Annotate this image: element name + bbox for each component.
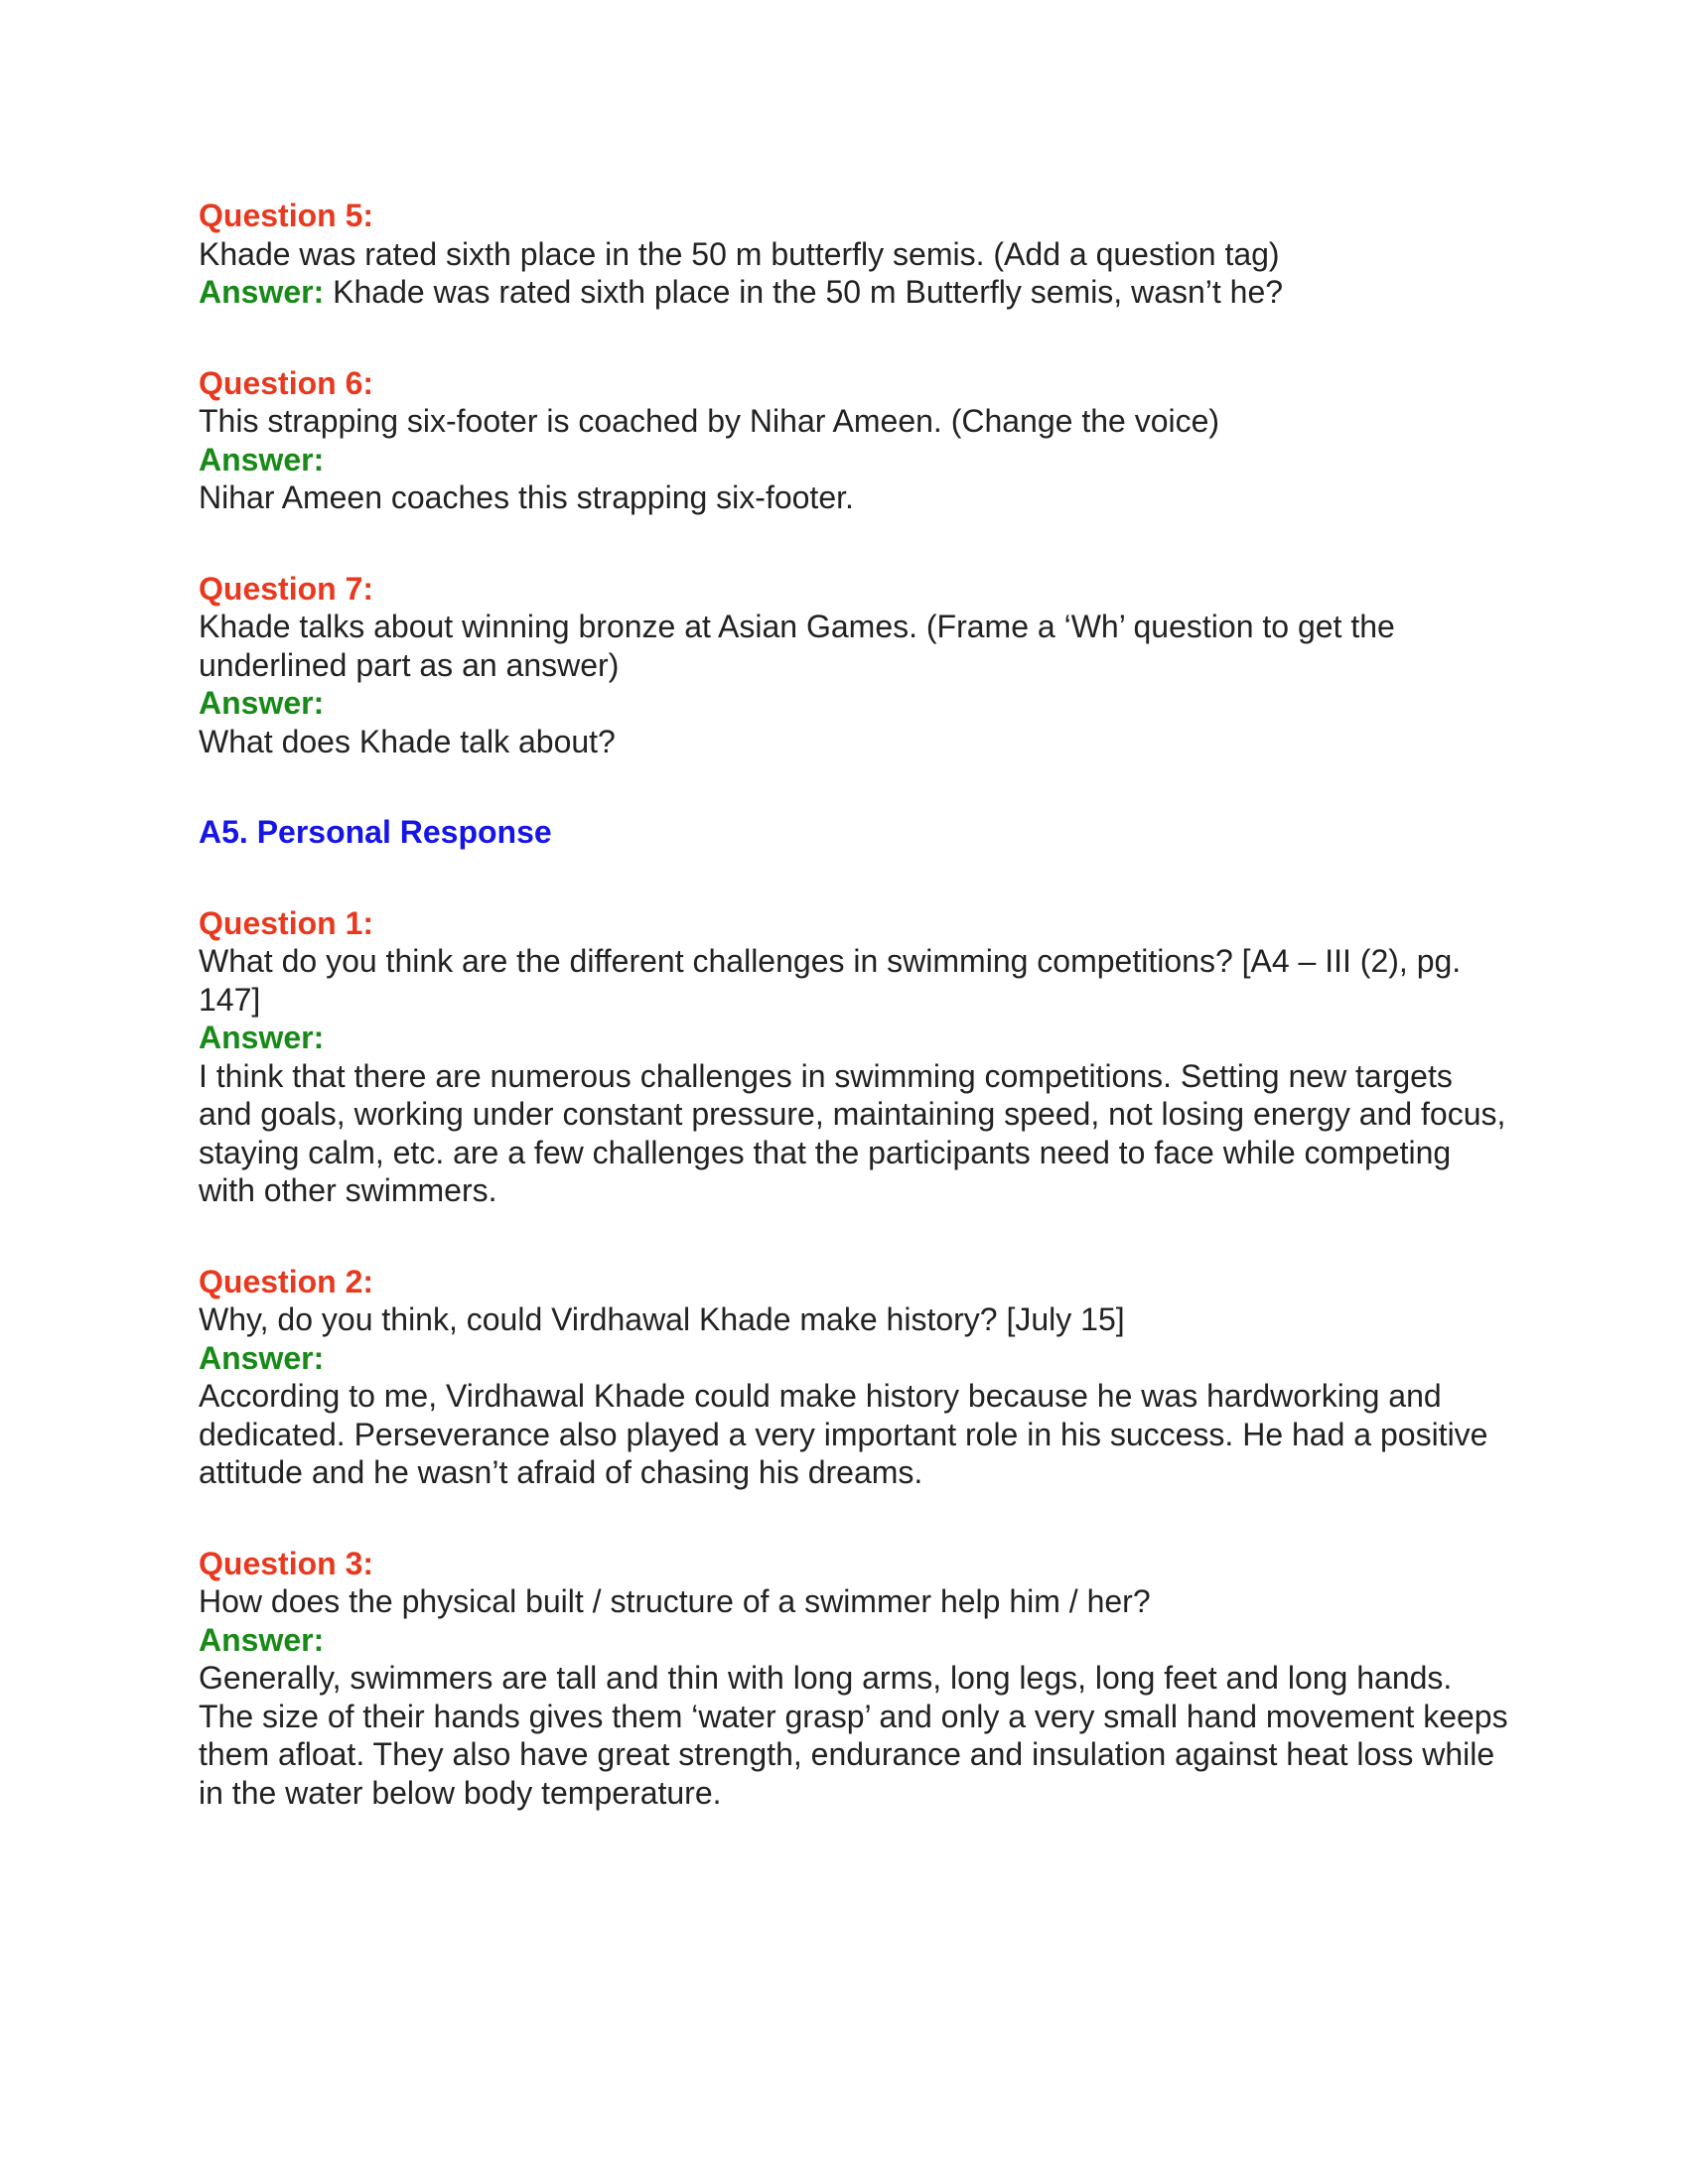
answer-text: Generally, swimmers are tall and thin with long arms, long legs, long feet and long hands. The size of their hands gives them ‘water grasp’ and only a very small hand movement keeps them afloat. They also have great strength, endurance and insulation against heat loss while in the water below body temperature. <box>199 1660 1508 1811</box>
answer-text: Nihar Ameen coaches this strapping six-footer. <box>199 479 854 515</box>
answer-label: Answer: <box>199 1621 325 1658</box>
question-block-6 <box>199 364 1509 517</box>
question-text: What do you think are the different challenges in swimming competitions? [A4 – III (2), pg. 147] <box>199 943 1462 1018</box>
question-block-pr-2 <box>199 1263 1509 1492</box>
answer-line <box>199 273 1509 312</box>
question-label: Question 5: <box>199 198 374 233</box>
question-label: Question 6: <box>199 364 374 401</box>
question-label: Question 7: <box>199 570 374 607</box>
answer-label: Answer: <box>199 1020 325 1055</box>
answer-label: Answer: <box>199 1339 325 1376</box>
question-text: Why, do you think, could Virdhawal Khade make history? [July 15] <box>199 1301 1125 1337</box>
question-block-7 <box>199 570 1509 761</box>
question-block-pr-1 <box>199 904 1509 1210</box>
question-label: Question 2: <box>199 1263 374 1299</box>
document-page <box>199 197 1509 1864</box>
question-text: Khade was rated sixth place in the 50 m butterfly semis. (Add a question tag) <box>199 235 1280 272</box>
question-block-5 <box>199 197 1509 312</box>
question-block-pr-3 <box>199 1545 1509 1813</box>
question-label: Question 3: <box>199 1545 374 1581</box>
question-text: This strapping six-footer is coached by Nihar Ameen. (Change the voice) <box>199 403 1220 439</box>
answer-text: Khade was rated sixth place in the 50 m Butterfly semis, wasn’t he? <box>324 274 1284 310</box>
answer-label: Answer: <box>199 274 325 310</box>
section-title: A5. Personal Response <box>199 814 552 850</box>
answer-text: According to me, Virdhawal Khade could make history because he was hardworking and dedicated. Perseverance also played a very important role in his success. He had a positive attitude and he wasn’t afraid of chasing his dreams. <box>199 1378 1488 1490</box>
answer-text: What does Khade talk about? <box>199 723 616 759</box>
answer-text: I think that there are numerous challenges in swimming competitions. Setting new targets and goals, working under constant pressure, maintaining speed, not losing energy and focus, staying calm, etc. are a few challenges that the participants need to face while competing with other swimmers. <box>199 1057 1506 1208</box>
question-text: Khade talks about winning bronze at Asian Games. (Frame a ‘Wh’ question to get the underlined part as an answer) <box>199 609 1395 683</box>
question-text: How does the physical built / structure of a swimmer help him / her? <box>199 1583 1151 1619</box>
answer-label: Answer: <box>199 685 325 721</box>
question-label: Question 1: <box>199 904 374 941</box>
answer-label: Answer: <box>199 441 325 478</box>
